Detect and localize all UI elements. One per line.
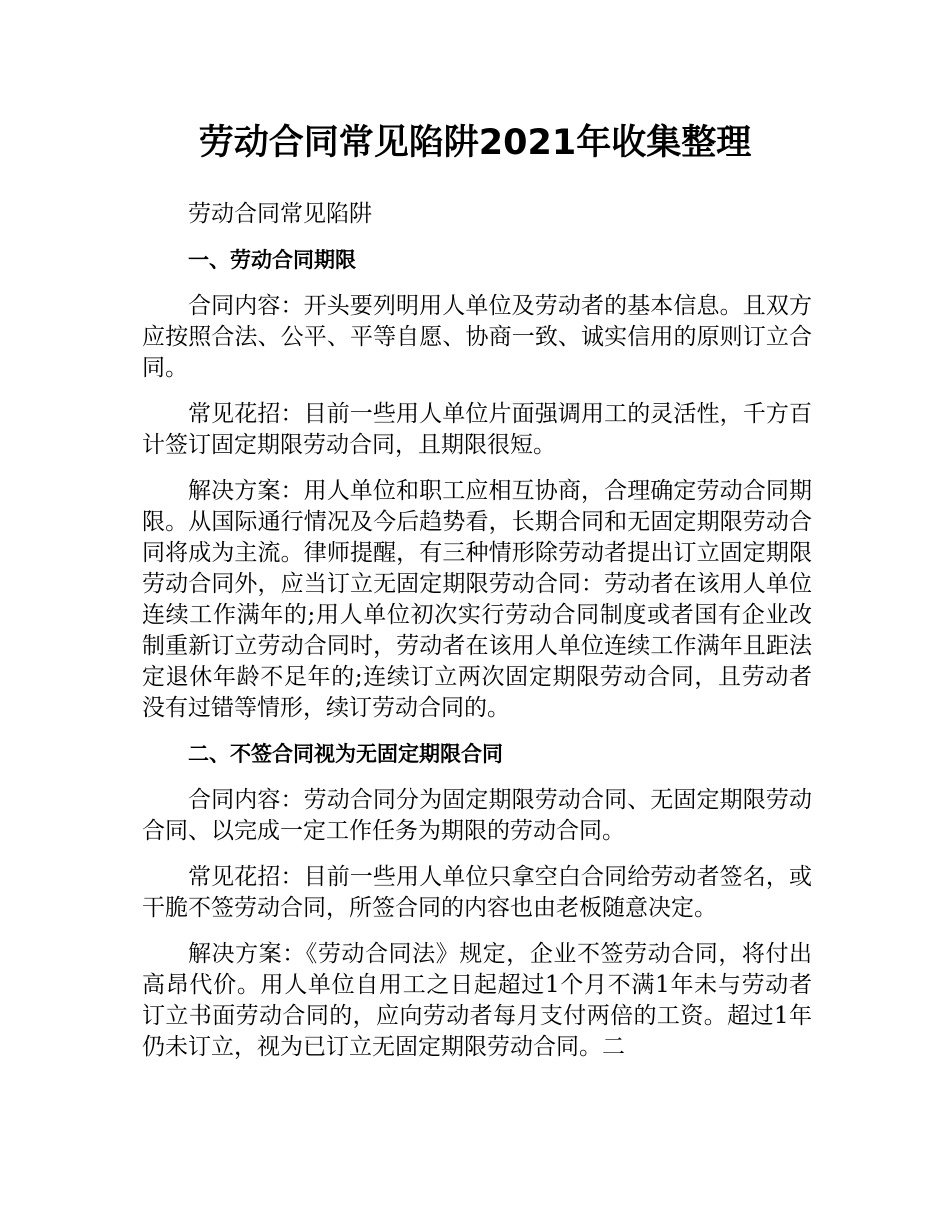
document-title: 劳动合同常见陷阱2021年收集整理 (198, 123, 752, 163)
section-1-paragraph-common-tricks: 常见花招：目前一些用人单位片面强调用工的灵活性，千方百计签订固定期限劳动合同，且期限很短。 (142, 401, 812, 458)
section-2-paragraph-solution: 解决方案：《劳动合同法》规定，企业不签劳动合同，将付出高昂代价。用人单位自用工之日起超过1个月不满1年未与劳动者订立书面劳动合同的，应向劳动者每月支付两倍的工资。超过1年仍未订立，视为已订立无固定期限劳动合同。二 (142, 941, 812, 1060)
document-body (142, 199, 812, 1078)
section-2-paragraph-common-tricks: 常见花招：目前一些用人单位只拿空白合同给劳动者签名，或干脆不签劳动合同，所签合同的内容也由老板随意决定。 (142, 864, 812, 921)
document-subtitle: 劳动合同常见陷阱 (188, 201, 372, 227)
section-1-paragraph-solution: 解决方案：用人单位和职工应相互协商，合理确定劳动合同期限。从国际通行情况及今后趋势看，长期合同和无固定期限劳动合同将成为主流。律师提醒，有三种情形除劳动者提出订立固定期限劳动合同外，应当订立无固定期限劳动合同：劳动者在该用人单位连续工作满年的;用人单位初次实行劳动合同制度或者国有企业改制重新订立劳动合同时，劳动者在该用人单位连续工作满年且距法定退休年龄不足年的;连续订立两次固定期限劳动合同，且劳动者没有过错等情形，续订劳动合同的。 (142, 478, 812, 721)
section-heading-1: 一、劳动合同期限 (188, 248, 356, 272)
section-1-paragraph-contract-content: 合同内容：开头要列明用人单位及劳动者的基本信息。且双方应按照合法、公平、平等自愿、协商一致、诚实信用的原则订立合同。 (142, 293, 812, 381)
section-heading-2: 二、不签合同视为无固定期限合同 (188, 742, 503, 766)
section-2-paragraph-contract-content: 合同内容：劳动合同分为固定期限劳动合同、无固定期限劳动合同、以完成一定工作任务为期限的劳动合同。 (142, 787, 812, 844)
